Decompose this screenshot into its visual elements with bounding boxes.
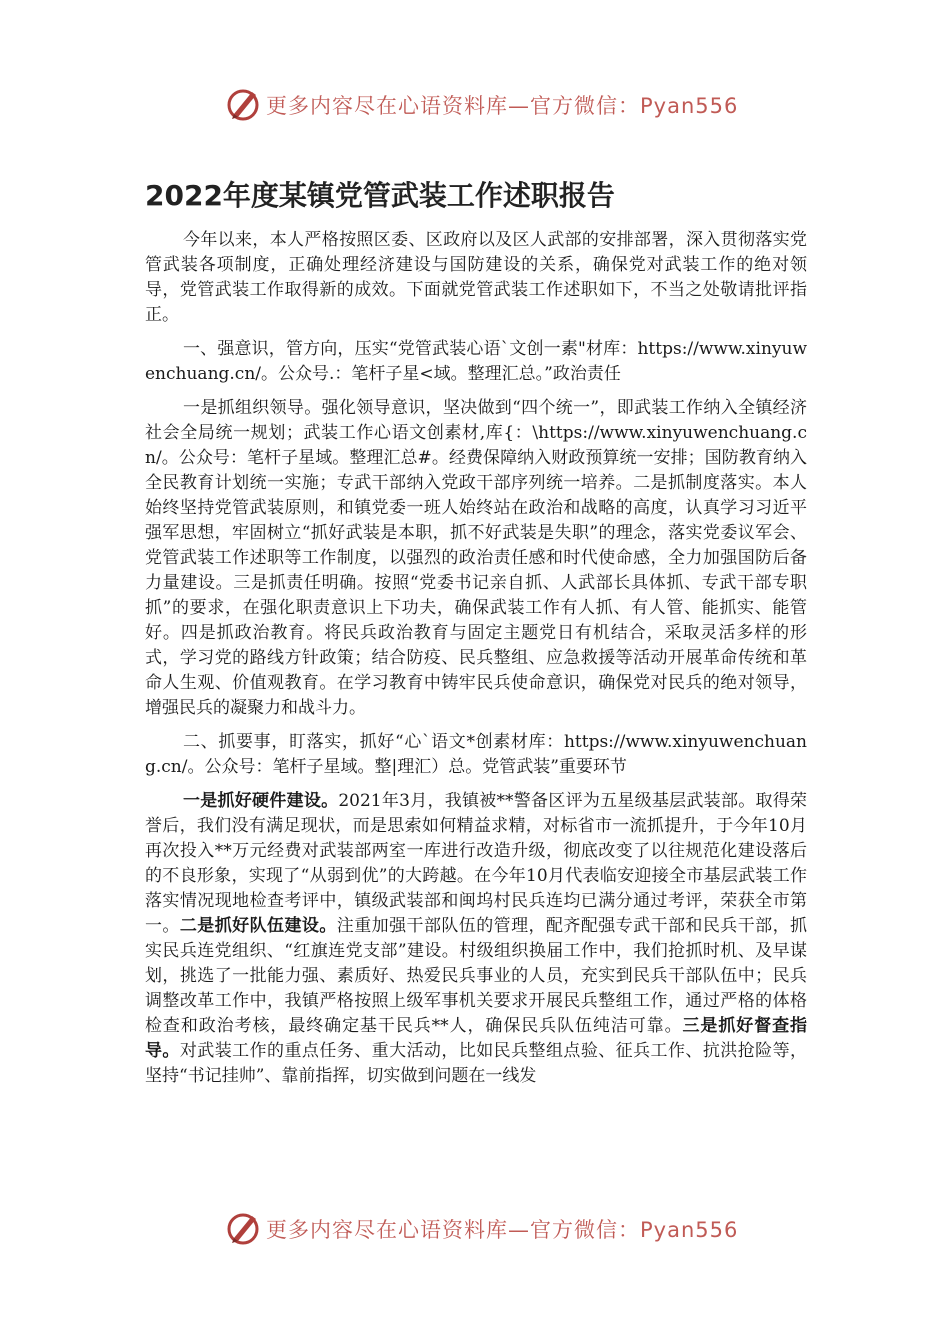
banner-text: 更多内容尽在心语资料库—官方微信：Pyan556 [266,1218,739,1242]
bold-lead-3: 三是抓好督查指导。 [145,1016,807,1061]
pen-circle-logo-icon [226,86,262,122]
body-text-1: 2021年3月，我镇被**警备区评为五星级基层武装部。取得荣誉后，我们没有满足现状，而是思索如何精益求精，对标省市一流抓提升，于今年10月再次投入**万元经费对武装部两室一库进行改造升级，彻底改变了以往规范化建设落后的不良形象，实现了“从弱到优”的大跨越。在今年10月代表临安迎接全市基层武装工作落实情况现地检查考评中，镇级武装部和闽坞村民兵连均已满分通过考评，荣获全市第一。 [145,791,807,936]
body-text-2: 注重加强干部队伍的管理，配齐配强专武干部和民兵干部，抓实民兵连党组织、“红旗连党支部”建设。村级组织换届工作中，我们抢抓时机、及早谋划，挑选了一批能力强、素质好、热爱民兵事业的人员，充实到民兵干部队伍中；民兵调整改革工作中，我镇严格按照上级军事机关要求开展民兵整组工作，通过严格的体格检查和政治考核，最终确定基干民兵**人，确保民兵队伍纯洁可靠。 [145,916,808,1036]
footer-banner [0,1208,950,1248]
pen-circle-logo-icon [226,1210,262,1246]
document-body [145,228,807,1098]
paragraph-intro: 今年以来，本人严格按照区委、区政府以及区人武部的安排部署，深入贯彻落实党管武装各项制度，正确处理经济建设与国防建设的关系，确保党对武装工作的绝对领导，党管武装工作取得新的成效。下面就党管武装工作述职如下，不当之处敬请批评指正。 [145,230,807,325]
paragraph-section-2-body [145,789,807,1089]
header-banner [0,84,950,124]
document-title: 2022年度某镇党管武装工作述职报告 [145,179,615,212]
bold-lead-1: 一是抓好硬件建设。 [183,791,339,811]
paragraph-section-1-body: 一是抓组织领导。强化领导意识，坚决做到“四个统一”，即武装工作纳入全镇经济社会全局统一规划；武装工作心语文创素材,库{：\https://www.xinyuwenchuang.cn/。公众号：笔杆子星域。整理汇总#。经费保障纳入财政预算统一安排；国防教育纳入全民教育计划统一实施；专武干部纳入党政干部序列统一培养。二是抓制度落实。本人始终坚持党管武装原则，和镇党委一班人始终站在政治和战略的高度，认真学习习近平强军思想，牢固树立“抓好武装是本职，抓不好武装是失职”的理念，落实党委议军会、党管武装工作述职等工作制度，以强烈的政治责任感和时代使命感，全力加强国防后备力量建设。三是抓责任明确。按照“党委书记亲自抓、人武部长具体抓、专武干部专职抓”的要求，在强化职责意识上下功夫，确保武装工作有人抓、有人管、能抓实、能管好。四是抓政治教育。将民兵政治教育与固定主题党日有机结合，采取灵活多样的形式，学习党的路线方针政策；结合防疫、民兵整组、应急救援等活动开展革命传统和革命人生观、价值观教育。在学习教育中铸牢民兵使命意识，确保党对民兵的绝对领导，增强民兵的凝聚力和战斗力。 [145,398,807,718]
bold-lead-2: 二是抓好队伍建设。 [179,916,337,936]
paragraph-section-2-heading: 二、抓要事，盯落实，抓好“心`语文*创素材库：https://www.xinyuwenchuang.cn/。公众号：笔杆子星域。整|理汇）总。党管武装”重要环节 [145,732,807,777]
body-text-3: 对武装工作的重点任务、重大活动，比如民兵整组点验、征兵工作、抗洪抢险等，坚持“书记挂帅”、靠前指挥，切实做到问题在一线发 [145,1041,808,1086]
paragraph-section-1-heading: 一、强意识，管方向，压实“党管武装心语`文创一素"材库：https://www.xinyuwenchuang.cn/。公众号.：笔杆子星<域。整理汇总。”政治责任 [145,339,807,384]
banner-text: 更多内容尽在心语资料库—官方微信：Pyan556 [266,94,739,118]
